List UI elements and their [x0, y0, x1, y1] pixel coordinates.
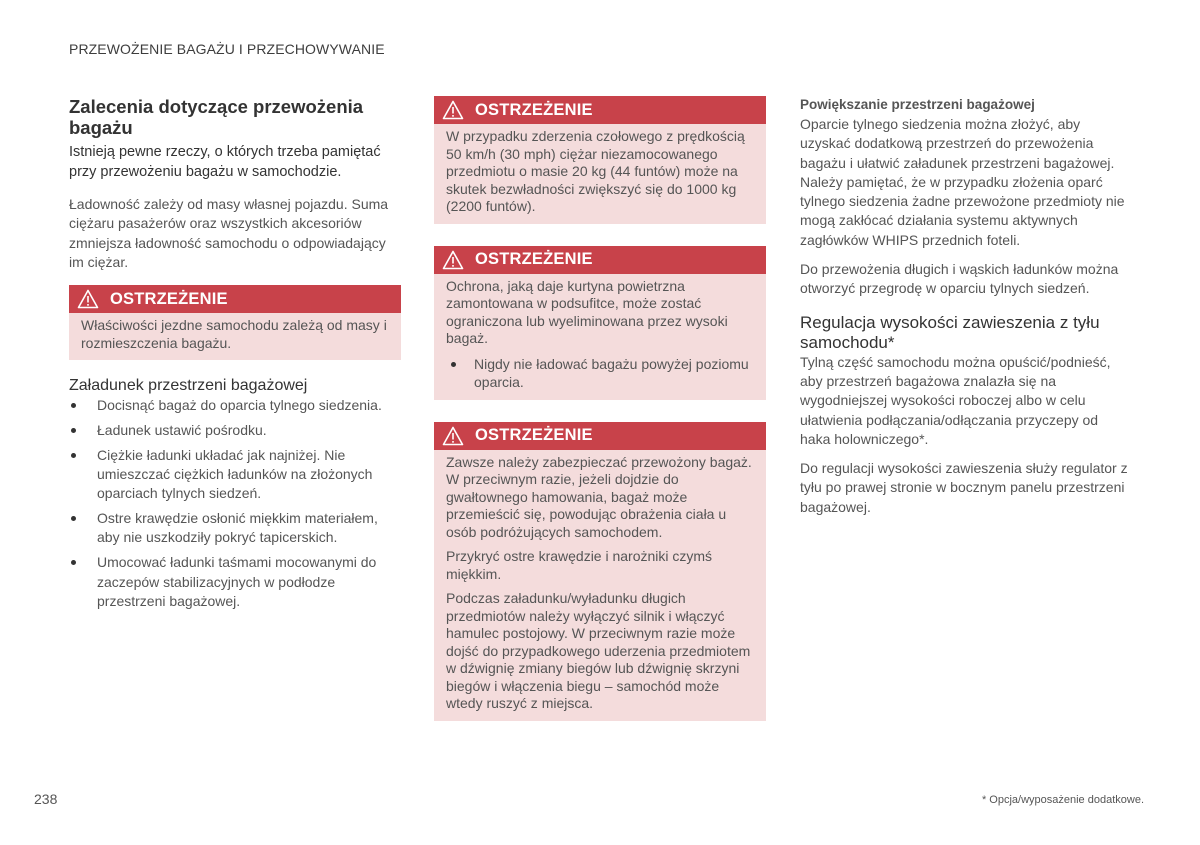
footnote: * Opcja/wyposażenie dodatkowe.: [981, 794, 1144, 806]
warning-body: [434, 124, 766, 224]
suspension-text: Tylną część samochodu można opuścić/podnieść, aby przestrzeń bagażowa znalazła się na wygodniejszej wysokości roboczej albo w celu ułatwienia podłączania/odłączania przyczepy od haka holowniczego*.: [800, 353, 1111, 447]
warning-triangle-icon: [442, 250, 464, 270]
list-item: [69, 509, 401, 548]
list-item: [69, 446, 401, 504]
list-item: [69, 421, 401, 440]
warning-header: [69, 285, 401, 313]
column-left: [69, 96, 401, 617]
warning-body: [434, 274, 766, 400]
list-item: [69, 396, 401, 415]
intro-text: Istnieją pewne rzeczy, o których trzeba pamiętać przy przewożeniu bagażu w samochodzie.: [69, 144, 381, 180]
bullet-text: Nigdy nie ładować bagażu powyżej poziomu oparcia.: [474, 355, 749, 390]
page-number: 238: [34, 791, 58, 807]
warning-title: OSTRZEŻENIE: [475, 426, 593, 444]
warning-text: Przykryć ostre krawędzie i narożniki czymś miękkim.: [446, 548, 713, 582]
bullet-dot: [71, 560, 76, 565]
warning-box-collision: [434, 96, 766, 224]
warning-triangle-icon: [77, 289, 99, 309]
bullet-dot: [71, 403, 76, 408]
warning-box-securing: [434, 422, 766, 721]
warning-title: OSTRZEŻENIE: [110, 289, 228, 308]
warning-title: OSTRZEŻENIE: [475, 250, 593, 268]
warning-title: OSTRZEŻENIE: [475, 100, 593, 119]
running-header: PRZEWOŻENIE BAGAŻU I PRZECHOWYWANIE: [69, 41, 385, 57]
bullet-dot: [71, 428, 76, 433]
bullet-text: Docisnąć bagaż do oparcia tylnego siedzenia.: [97, 397, 382, 414]
warning-triangle-icon: [442, 100, 464, 120]
column-middle: [434, 96, 766, 743]
warning-body: [434, 450, 766, 721]
warning-bullet-list: [446, 355, 754, 392]
enlarge-text: Do przewożenia długich i wąskich ładunków można otworzyć przegrodę w oparciu tylnych siedzeń.: [800, 261, 1119, 297]
section-title: Zalecenia dotyczące przewożenia bagażu: [69, 96, 364, 138]
warning-body: [69, 313, 401, 360]
bullet-dot: [71, 516, 76, 521]
bullet-dot: [451, 362, 456, 367]
enlarge-heading: Powiększanie przestrzeni bagażowej: [800, 97, 1035, 112]
warning-box-handling: [69, 285, 401, 360]
bullet-text: Umocować ładunki taśmami mocowanymi do zaczepów stabilizacyjnych w podłodze przestrzeni bagażowej.: [97, 554, 377, 609]
suspension-heading: Regulacja wysokości zawieszenia z tyłu samochodu*: [800, 312, 1100, 352]
warning-text: Podczas załadunku/wyładunku długich przedmiotów należy wyłączyć silnik i włączyć hamulec postojowy. W przeciwnym razie może dojść do przypadkowego uderzenia przedmiotem w dźwignię zmiany biegów lub dźwignię skrzyni biegów i włączenia biegu – samochód może wtedy ruszyć z miejsca.: [446, 590, 751, 711]
enlarge-text: Oparcie tylnego siedzenia można złożyć, aby uzyskać dodatkową przestrzeń do przewożenia bagażu i ułatwić załadunek przestrzeni bagażowej. Należy pamiętać, że w przypadku złożenia oparć tylnego siedzenia żadne przewożone przedmioty nie mogą zakłócać działania systemu aktywnych zagłówków WHIPS przednich foteli.: [800, 116, 1125, 248]
warning-header: [434, 422, 766, 450]
suspension-text: Do regulacji wysokości zawieszenia służy regulator z tyłu po prawej stronie w bocznym panelu przestrzeni bagażowej.: [800, 460, 1128, 515]
loading-bullet-list: [69, 396, 401, 611]
warning-box-airbag: [434, 246, 766, 400]
bullet-text: Ostre krawędzie osłonić miękkim materiałem, aby nie uszkodziły pokryć tapicerskich.: [97, 510, 378, 546]
list-item: [446, 355, 754, 392]
loading-heading: Załadunek przestrzeni bagażowej: [69, 377, 308, 395]
warning-header: [434, 96, 766, 124]
bullet-text: Ciężkie ładunki układać jak najniżej. Nie umieszczać ciężkich ładunków na złożonych oparciach tylnych siedzeń.: [97, 446, 373, 502]
warning-header: [434, 246, 766, 274]
list-item: [69, 553, 401, 611]
warning-text: Właściwości jezdne samochodu zależą od masy i rozmieszczenia bagażu.: [81, 317, 387, 351]
warning-text: Ochrona, jaką daje kurtyna powietrzna zamontowana w podsufitce, może zostać ograniczona lub wyeliminowana przez wysoki bagaż.: [446, 277, 728, 346]
warning-triangle-icon: [442, 426, 464, 446]
load-capacity-text: Ładowność zależy od masy własnej pojazdu. Suma ciężaru pasażerów oraz wszystkich akcesoriów zmniejsza ładowność samochodu o odpowiadający im ciężar.: [69, 196, 389, 270]
bullet-dot: [71, 453, 76, 458]
warning-text: Zawsze należy zabezpieczać przewożony bagaż. W przeciwnym razie, jeżeli dojdzie do gwałtownego hamowania, bagaż może przemieścić się, powodując obrażenia ciała u osób podróżujących samochodem.: [446, 453, 752, 540]
column-right: [800, 96, 1132, 527]
warning-text: W przypadku zderzenia czołowego z prędkością 50 km/h (30 mph) ciężar niezamocowanego przedmiotu o masie 20 kg (44 funtów) może na skutek bezwładności zwiększyć się do 1000 kg (2200 funtów).: [446, 128, 745, 214]
bullet-text: Ładunek ustawić pośrodku.: [97, 421, 267, 438]
